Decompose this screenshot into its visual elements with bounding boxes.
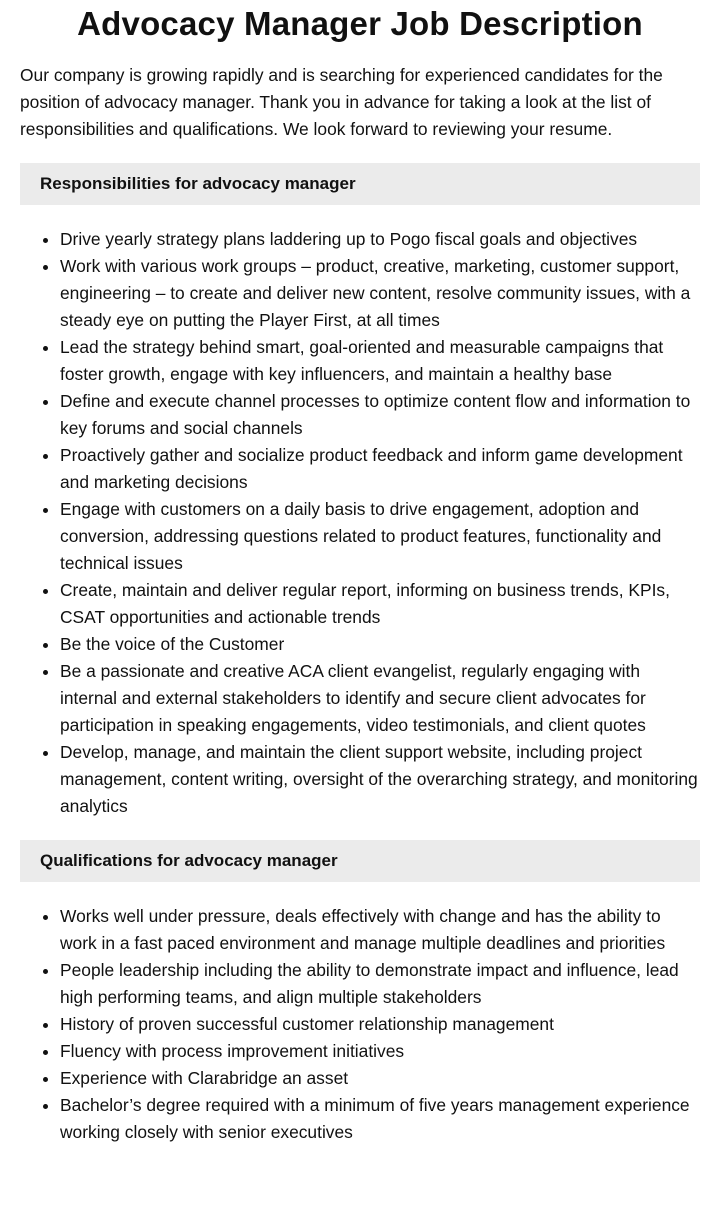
list-item: • Proactively gather and socialize product feedback and inform game development and marketing decisions: [60, 442, 700, 496]
list-item: • Define and execute channel processes to optimize content flow and information to key forums and social channels: [60, 388, 700, 442]
list-item: • Drive yearly strategy plans laddering up to Pogo fiscal goals and objectives: [60, 226, 700, 253]
responsibilities-list: [20, 226, 700, 820]
list-item: • Develop, manage, and maintain the client support website, including project management, content writing, oversight of the overarching strategy, and monitoring analytics: [60, 739, 700, 820]
qualifications-list: [20, 903, 700, 1146]
list-item: • Works well under pressure, deals effectively with change and has the ability to work in a fast paced environment and manage multiple deadlines and priorities: [60, 903, 700, 957]
list-item: • Fluency with process improvement initiatives: [60, 1038, 700, 1065]
list-item: • Bachelor’s degree required with a minimum of five years management experience working closely with senior executives: [60, 1092, 700, 1146]
responsibilities-heading: Responsibilities for advocacy manager: [20, 163, 700, 205]
list-item: • Experience with Clarabridge an asset: [60, 1065, 700, 1092]
list-item: • Lead the strategy behind smart, goal-oriented and measurable campaigns that foster growth, engage with key influencers, and maintain a healthy base: [60, 334, 700, 388]
list-item: • Engage with customers on a daily basis to drive engagement, adoption and conversion, addressing questions related to product features, functionality and technical issues: [60, 496, 700, 577]
list-item: • Be a passionate and creative ACA client evangelist, regularly engaging with internal and external stakeholders to identify and secure client advocates for participation in speaking engagements, video testimonials, and client quotes: [60, 658, 700, 739]
page-title: Advocacy Manager Job Description: [77, 5, 643, 42]
list-item: • History of proven successful customer relationship management: [60, 1011, 700, 1038]
list-item: • Create, maintain and deliver regular report, informing on business trends, KPIs, CSAT opportunities and actionable trends: [60, 577, 700, 631]
list-item: • Work with various work groups – product, creative, marketing, customer support, engineering – to create and deliver new content, resolve community issues, with a steady eye on putting the Player First, at all times: [60, 253, 700, 334]
qualifications-heading: Qualifications for advocacy manager: [20, 840, 700, 882]
list-item: • People leadership including the ability to demonstrate impact and influence, lead high performing teams, and align multiple stakeholders: [60, 957, 700, 1011]
list-item: • Be the voice of the Customer: [60, 631, 700, 658]
intro-paragraph: Our company is growing rapidly and is searching for experienced candidates for the position of advocacy manager. Thank you in advance for taking a look at the list of responsibilities and qualifications. We look forward to reviewing your resume.: [20, 65, 663, 139]
